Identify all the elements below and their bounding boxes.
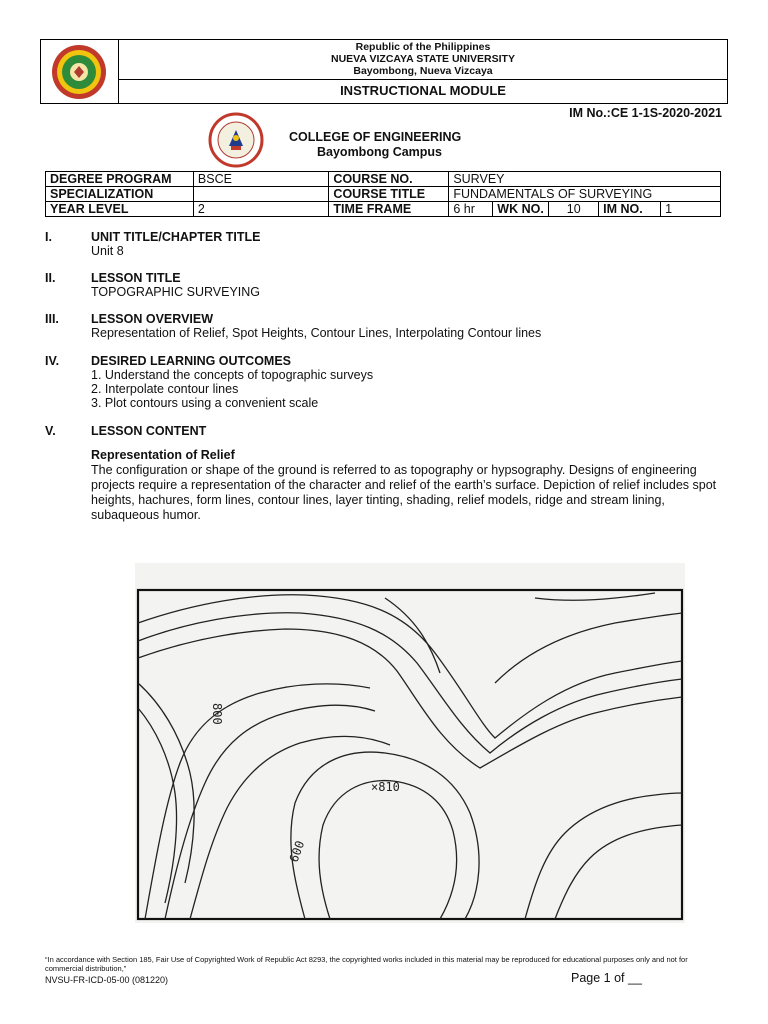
page-number: Page 1 of __ bbox=[571, 971, 642, 985]
form-code: NVSU-FR-ICD-05-00 (081220) bbox=[45, 975, 169, 985]
wk-no-label: WK NO. bbox=[493, 202, 549, 217]
section-heading: LESSON TITLE bbox=[91, 271, 181, 285]
table-row bbox=[46, 187, 721, 202]
specialization-label: SPECIALIZATION bbox=[46, 187, 194, 202]
university-heading bbox=[119, 40, 727, 80]
college-of-engineering-seal-icon bbox=[207, 112, 265, 168]
spot-height-810: ×810 bbox=[371, 780, 400, 794]
section-learning-outcomes bbox=[45, 354, 725, 414]
university-name: NUEVA VIZCAYA STATE UNIVERSITY bbox=[331, 53, 515, 65]
section-number: I. bbox=[45, 230, 52, 244]
section-lesson-content bbox=[45, 424, 725, 440]
section-number: III. bbox=[45, 312, 59, 326]
document-header bbox=[40, 39, 728, 104]
year-level-label: YEAR LEVEL bbox=[46, 202, 194, 217]
republic-line: Republic of the Philippines bbox=[355, 41, 491, 53]
section-heading: LESSON CONTENT bbox=[91, 424, 207, 438]
section-number: V. bbox=[45, 424, 56, 438]
section-unit-title bbox=[45, 230, 725, 260]
content-subheading: Representation of Relief bbox=[91, 448, 235, 462]
section-heading: DESIRED LEARNING OUTCOMES bbox=[91, 354, 292, 368]
outcome-item: 3. Plot contours using a convenient scale bbox=[91, 396, 319, 410]
year-level-value: 2 bbox=[193, 202, 329, 217]
course-title-label: COURSE TITLE bbox=[329, 187, 449, 202]
time-frame-label: TIME FRAME bbox=[329, 202, 449, 217]
section-lesson-overview bbox=[45, 312, 725, 342]
im-no-value: 1 bbox=[661, 202, 721, 217]
table-row bbox=[46, 172, 721, 187]
course-title-value: FUNDAMENTALS OF SURVEYING bbox=[449, 187, 721, 202]
nvsu-seal-icon bbox=[41, 40, 118, 103]
time-frame-value: 6 hr bbox=[449, 202, 493, 217]
im-number: IM No.:CE 1-1S-2020-2021 bbox=[569, 106, 722, 120]
college-name: COLLEGE OF ENGINEERING bbox=[289, 130, 462, 144]
copyright-note: “In accordance with Section 185, Fair Use of Copyrighted Work of Republic Act 8293, the copyrighted works included in this material may be reproduced for educational purposes only and not for commercial distribution,” bbox=[45, 955, 688, 973]
contour-label-600: 600 bbox=[286, 838, 308, 865]
college-block bbox=[289, 130, 461, 160]
section-heading: UNIT TITLE/CHAPTER TITLE bbox=[91, 230, 261, 244]
contour-label-800: 800 bbox=[210, 703, 224, 725]
section-text: Representation of Relief, Spot Heights, Contour Lines, Interpolating Contour lines bbox=[91, 326, 542, 340]
module-title: INSTRUCTIONAL MODULE bbox=[340, 83, 506, 98]
course-no-value: SURVEY bbox=[449, 172, 721, 187]
college-campus: Bayombong Campus bbox=[317, 145, 443, 159]
section-lesson-title bbox=[45, 271, 725, 301]
university-location: Bayombong, Nueva Vizcaya bbox=[353, 65, 493, 77]
section-number: II. bbox=[45, 271, 56, 285]
content-paragraph: The configuration or shape of the ground is referred to as topography or hypsography. Designs of engineering projects require a representation of the character and relief of the earth’s surface. Depiction of relief includes spot heights, hachures, form lines, contour lines, layer tinting, shading, relief models, ridge and stream lining, subaqueous humor. bbox=[91, 463, 717, 522]
spot-elevation-contour-figure bbox=[135, 563, 685, 923]
section-number: IV. bbox=[45, 354, 60, 368]
section-heading: LESSON OVERVIEW bbox=[91, 312, 214, 326]
table-row bbox=[46, 202, 721, 217]
outcome-item: 1. Understand the concepts of topographic surveys bbox=[91, 368, 374, 382]
section-text: Unit 8 bbox=[91, 244, 124, 258]
wk-no-value: 10 bbox=[549, 202, 599, 217]
course-no-label: COURSE NO. bbox=[329, 172, 449, 187]
course-info-table bbox=[45, 171, 721, 217]
degree-program-label: DEGREE PROGRAM bbox=[46, 172, 194, 187]
specialization-value bbox=[193, 187, 329, 202]
outcome-item: 2. Interpolate contour lines bbox=[91, 382, 239, 396]
im-no-label: IM NO. bbox=[599, 202, 661, 217]
nvsu-seal-cell bbox=[41, 40, 119, 103]
section-text: TOPOGRAPHIC SURVEYING bbox=[91, 285, 261, 299]
degree-program-value: BSCE bbox=[193, 172, 329, 187]
